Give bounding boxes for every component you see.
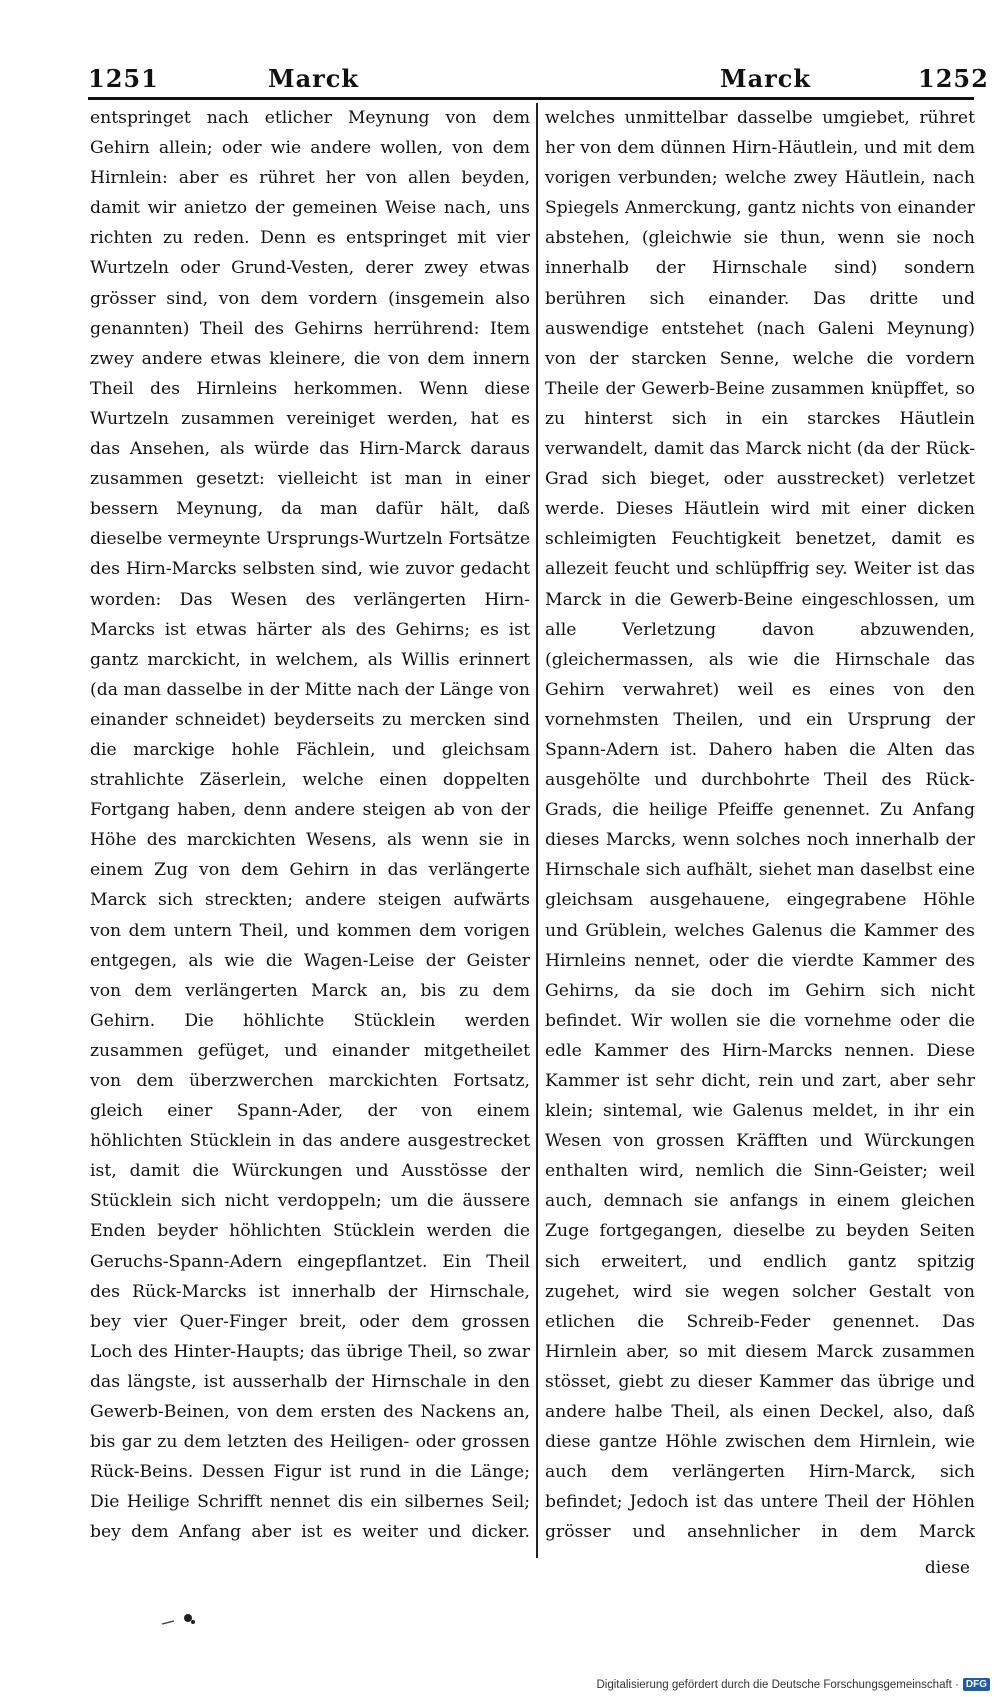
right-running-title: Marck xyxy=(720,64,812,93)
right-column-text: welches unmittelbar dasselbe umgiebet, rühret her von dem dünnen Hirn-Häutlein, und mit dem vorigen verbunden; welche zwey Häutlein, nach Spiegels Anmerckung, gantz nichts von einander abstehen, (gleichwie sie thun, wenn sie noch innerhalb der Hirnschale sind) sondern berühren sich einander. Das dritte und auswendige entstehet (nach Galeni Meynung) von der starcken Senne, welche die vordern Theile der Gewerb-Beine zusammen knüpffet, so zu hinterst sich in ein starckes Häutlein verwandelt, damit das Marck nicht (da der Rück-Grad sich bieget, oder ausstrecket) verletzet werde. Dieses Häutlein wird mit einer dicken schleimigten Feuchtigkeit benetzet, damit es allezeit feucht und schlüpffrig sey. Weiter ist das Marck in die Gewerb-Beine eingeschlossen, um alle Verletzung davon abzuwenden, (gleichermassen, als wie die Hirnschale das Gehirn verwahret) weil es eines von den vornehmsten Theilen, und ein Ursprung der Spann-Adern ist. Dahero haben die Alten das ausgehölte und durchbohrte Theil des Rück-Grads, die heilige Pfeiffe genennet. Zu Anfang dieses Marcks, wenn solches noch innerhalb der Hirnschale sich aufhält, siehet man daselbst eine gleichsam ausgehauene, eingegrabene Höhle und Grüblein, welches Galenus die Kammer des Hirnleins nennet, oder die vierdte Kammer des Gehirns, da sie doch im Gehirn sich nicht befindet. Wir wollen sie die vornehme oder die edle Kammer des Hirn-Marcks nennen. Diese Kammer ist sehr dicht, rein und zart, aber sehr klein; sintemal, wie Galenus meldet, in ihr ein Wesen von grossen Kräfften und Würckungen enthalten wird, nemlich die Sinn-Geister; weil auch, demnach sie anfangs in einem gleichen Zuge fortgegangen, dieselbe zu beyden Seiten sich erweitert, und endlich gantz spitzig zugehet, wird sie wegen solcher Gestalt von etlichen die Schreib-Feder genennet. Das Hirnlein aber, so mit diesem Marck zusammen stösset, giebt zu dieser Kammer das übrige und andere halbe Theil, als einen Deckel, also, daß diese gantze Höhle zwischen dem Hirnlein, wie auch dem verlängerten Hirn-Marck, sich befindet; Jedoch ist das untere Theil der Höhlen grösser und ansehnlicher in dem Marck xyxy=(545,108,975,1543)
left-running-title: Marck xyxy=(268,64,360,93)
footer-credit-text: Digitalisierung gefördert durch die Deutsche Forschungsgemeinschaft · xyxy=(596,1678,959,1691)
left-column-text: entspringet nach etlicher Meynung von dem Gehirn allein; oder wie andere wollen, von dem Hirnlein: aber es rühret her von allen beyden, damit wir anietzo der gemeinen Weise nach, uns richten zu reden. Denn es entspringet mit vier Wurtzeln oder Grund-Vesten, derer zwey etwas grösser sind, von dem vordern (insgemein also genannten) Theil des Gehirns herrührend: Item zwey andere etwas kleinere, die von dem innern Theil des Hirnleins herkommen. Wenn diese Wurtzeln zusammen vereiniget werden, hat es das Ansehen, als würde das Hirn-Marck daraus zusammen gesetzt: vielleicht ist man in einer bessern Meynung, da man dafür hält, daß dieselbe vermeynte Ursprungs-Wurtzeln Fortsätze des Hirn-Marcks selbsten sind, wie zuvor gedacht worden: Das Wesen des verlängerten Hirn-Marcks ist etwas härter als des Gehirns; es ist gantz marckicht, in welchem, als Willis erinnert (da man dasselbe in der Mitte nach der Länge von einander schneidet) beyderseits zu mercken sind die marckige hohle Fächlein, und gleichsam strahlichte Zäserlein, welche einen doppelten Fortgang haben, denn andere steigen ab von der Höhe des marckichten Wesens, als wenn sie in einem Zug von dem Gehirn in das verlängerte Marck sich streckten; andere steigen aufwärts von dem untern Theil, und kommen dem vorigen entgegen, als wie die Wagen-Leise der Geister von dem verlängerten Marck an, bis zu dem Gehirn. Die höhlichte Stücklein werden zusammen gefüget, und einander mitgetheilet von dem überzwerchen marckichten Fortsatz, gleich einer Spann-Ader, der von einem höhlichten Stücklein in das andere ausgestrecket ist, damit die Würckungen und Ausstösse der Stücklein sich nicht verdoppeln; um die äussere Enden beyder höhlichten Stücklein werden die Geruchs-Spann-Adern eingepflantzet. Ein Theil des Rück-Marcks ist innerhalb der Hirnschale, bey vier Quer-Finger breit, oder dem grossen Loch des Hinter-Haupts; das übrige Theil, so zwar das längste, ist ausserhalb der Hirnschale in den Gewerb-Beinen, von dem ersten des Nackens an, bis gar zu dem letzten des Heiligen- oder grossen Rück-Beins. Dessen Figur ist rund in die Länge; Die Heilige Schrifft nennet dis ein silbernes Seil; bey dem Anfang aber ist es weiter und dicker. xyxy=(90,108,530,1543)
right-page-number: 1252 xyxy=(918,64,989,93)
dfg-logo[interactable]: DFG xyxy=(963,1678,990,1691)
column-divider xyxy=(536,103,538,1558)
left-page-number: 1251 xyxy=(88,64,159,93)
digitization-footer xyxy=(596,1678,990,1691)
right-text-column xyxy=(545,103,975,1548)
left-text-column xyxy=(90,103,530,1548)
header-rule xyxy=(88,97,974,100)
ink-smudge xyxy=(160,1610,200,1630)
catchword: diese xyxy=(924,1558,970,1578)
